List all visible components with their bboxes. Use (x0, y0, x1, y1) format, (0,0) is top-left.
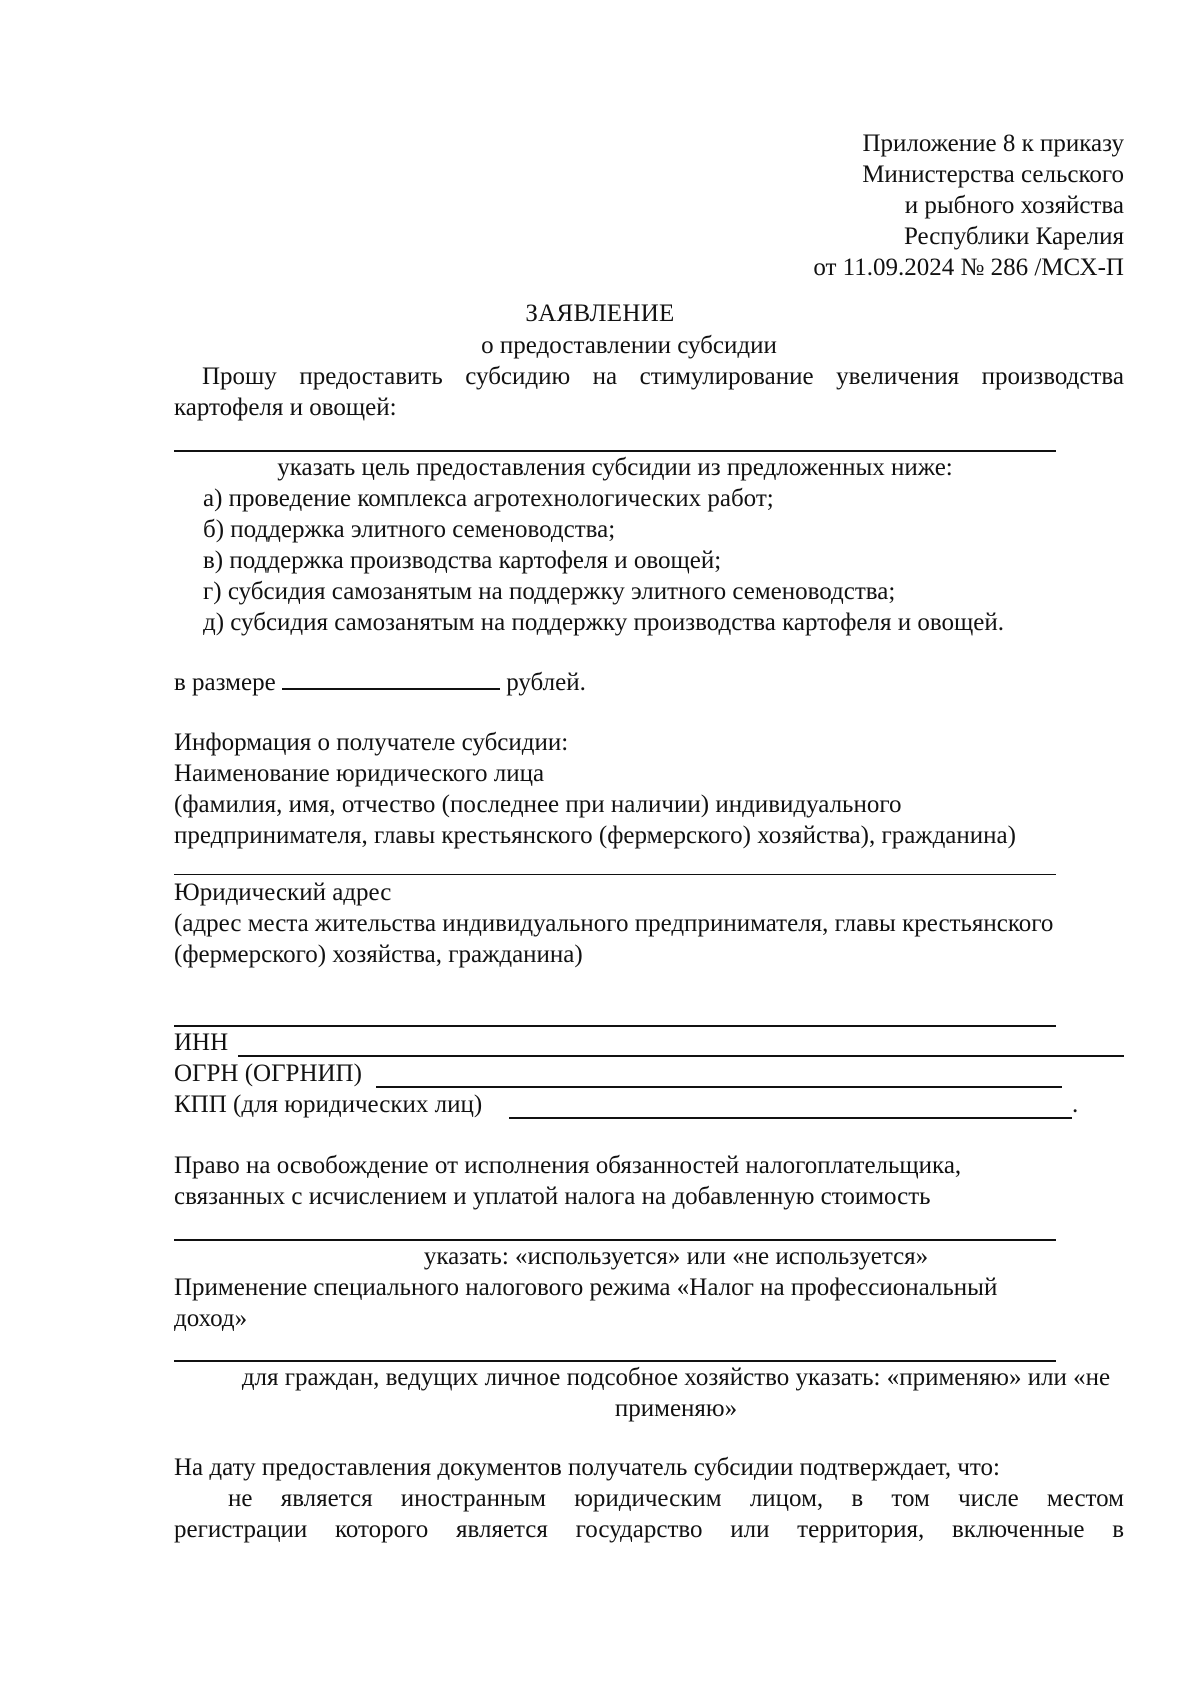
purpose-option: в) поддержка производства картофеля и овощей; (203, 547, 722, 574)
address-line: (адрес места жительства индивидуального предпринимателя, главы крестьянского (174, 910, 1054, 937)
vat-line: Право на освобождение от исполнения обязанностей налогоплательщика, (174, 1152, 962, 1179)
kpp-label: КПП (для юридических лиц) (174, 1091, 483, 1118)
purpose-hint: указать цель предоставления субсидии из предложенных ниже: (277, 454, 953, 481)
kpp-end: . (1072, 1091, 1079, 1118)
address-block (174, 877, 1053, 970)
amount-prefix: в размере (174, 669, 276, 696)
amount-row (174, 666, 586, 698)
appendix-line: и рыбного хозяйства (904, 192, 1124, 219)
vat-line: связанных с исчислением и уплатой налога на добавленную стоимость (174, 1183, 931, 1210)
ogrn-label: ОГРН (ОГРНИП) (174, 1060, 362, 1087)
inn-label: ИНН (174, 1029, 229, 1056)
npd-line: доход» (174, 1305, 248, 1332)
purpose-options (203, 483, 1004, 638)
address-line: (фермерского) хозяйства, гражданина) (174, 941, 583, 968)
appendix-block (813, 128, 1124, 283)
document-subtitle: о предоставлении субсидии (481, 332, 777, 359)
purpose-option: г) субсидия самозанятым на поддержку элитного семеноводства; (203, 578, 896, 605)
recipient-heading: Информация о получателе субсидии: (174, 729, 569, 756)
document-title: ЗАЯВЛЕНИЕ (525, 300, 675, 327)
npd-hint (174, 1362, 1178, 1424)
appendix-line: Республики Карелия (903, 223, 1124, 250)
address-line: Юридический адрес (174, 879, 392, 906)
recipient-name-line: предпринимателя, главы крестьянского (фермерского) хозяйства), гражданина) (174, 822, 1016, 849)
appendix-line: Министерства сельского (862, 161, 1124, 188)
amount-suffix: рублей. (506, 669, 586, 696)
vat-block (174, 1150, 961, 1212)
recipient-name-field[interactable] (174, 874, 1056, 875)
confirmation-line-2: регистрации которого является государство или территория, включенные в (174, 1516, 1124, 1543)
vat-hint: указать: «используется» или «не используется» (423, 1243, 929, 1270)
npd-hint-line: применяю» (614, 1395, 738, 1422)
recipient-name-line: Наименование юридического лица (174, 760, 545, 787)
amount-field[interactable] (282, 666, 500, 690)
npd-block (174, 1272, 997, 1334)
appendix-line: от 11.09.2024 № 286 /МСХ-П (813, 254, 1124, 281)
purpose-option: а) проведение комплекса агротехнологических работ; (203, 485, 774, 512)
purpose-option: д) субсидия самозанятым на поддержку производства картофеля и овощей. (203, 609, 1004, 636)
kpp-field[interactable] (509, 1117, 1072, 1119)
confirmation-line-1: не является иностранным юридическим лицом, в том числе местом (228, 1485, 1124, 1512)
appendix-line: Приложение 8 к приказу (862, 130, 1124, 157)
address-field[interactable] (174, 1025, 1056, 1027)
inn-field[interactable] (238, 1055, 1124, 1057)
recipient-name-line: (фамилия, имя, отчество (последнее при наличии) индивидуального (174, 791, 902, 818)
recipient-name-block (174, 727, 1016, 851)
confirmation-heading: На дату предоставления документов получатель субсидии подтверждает, что: (174, 1454, 1000, 1481)
purpose-option: б) поддержка элитного семеноводства; (203, 516, 616, 543)
npd-hint-line: для граждан, ведущих личное подсобное хозяйство указать: «применяю» или «не (241, 1364, 1111, 1391)
request-paragraph: Прошу предоставить субсидию на стимулирование увеличения производства картофеля и овощей: (174, 363, 1124, 421)
ogrn-field[interactable] (376, 1086, 1062, 1088)
npd-line: Применение специального налогового режима «Налог на профессиональный (174, 1274, 998, 1301)
